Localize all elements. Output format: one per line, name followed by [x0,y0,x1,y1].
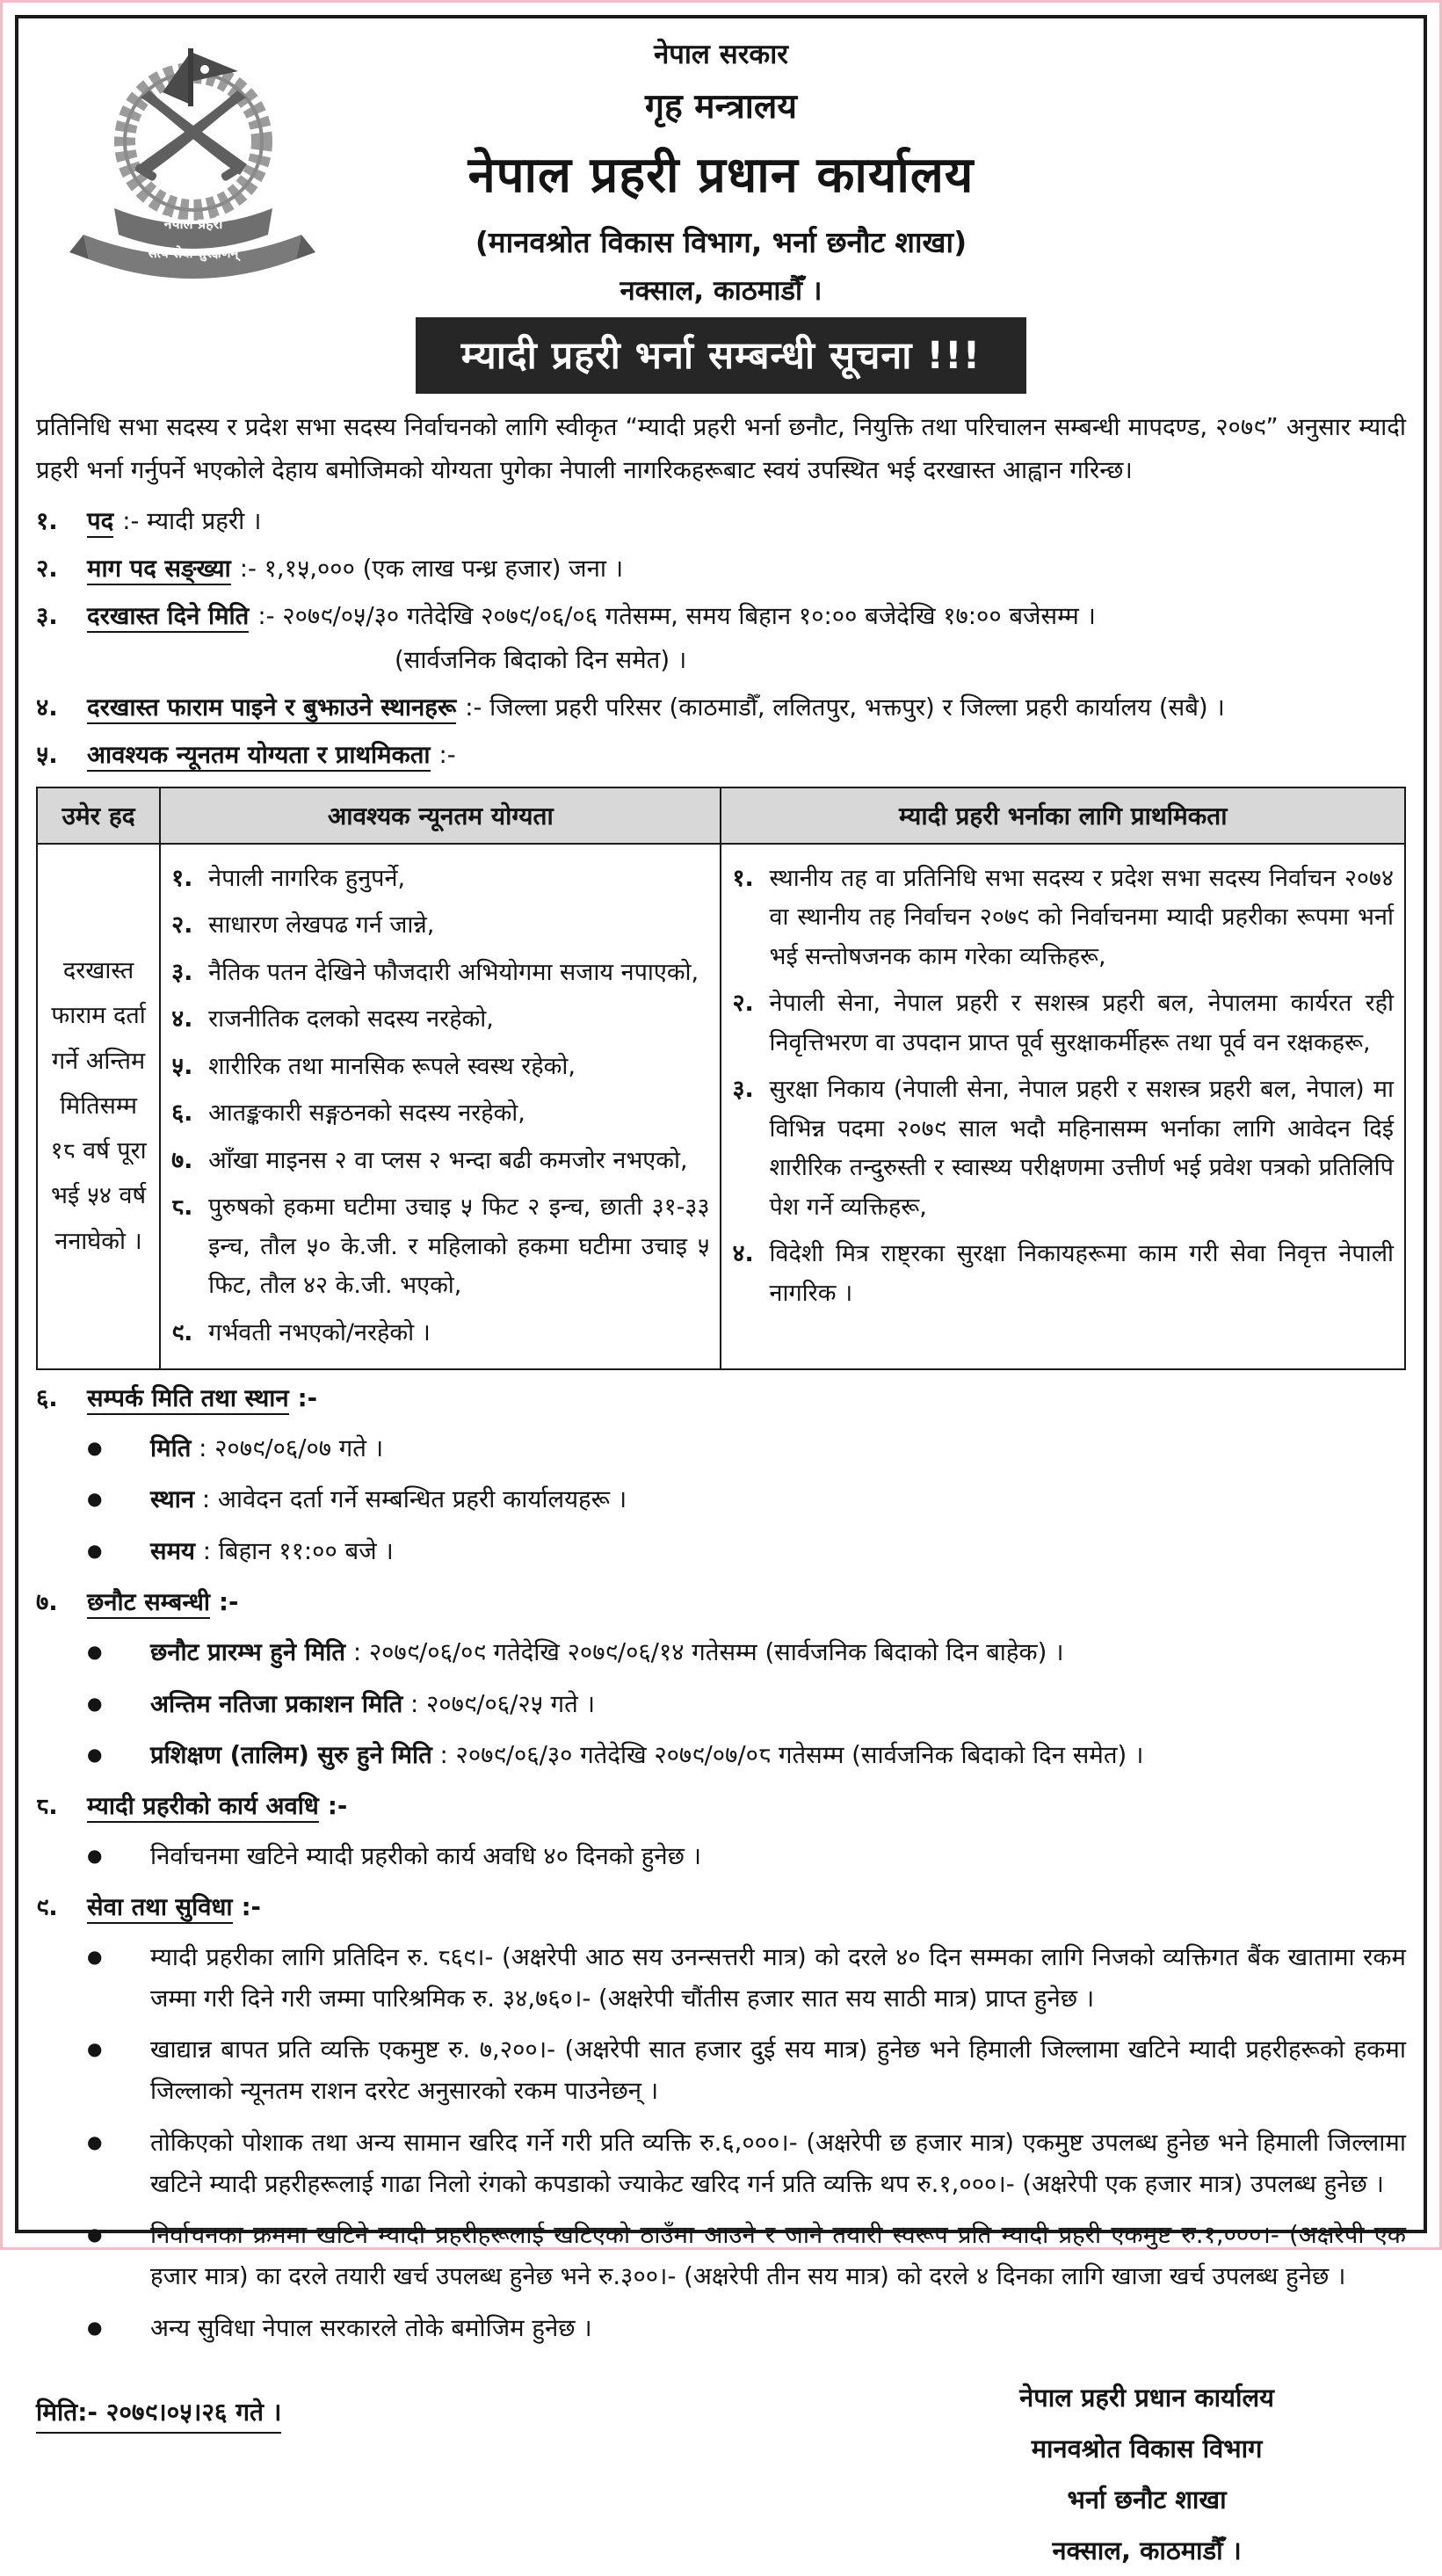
bullet-label: अन्तिम नतिजा प्रकाशन मिति [150,1689,403,1718]
qualification-item [171,1314,709,1353]
qualification-number: ५. [171,1052,193,1080]
qualification-number: २. [171,911,193,940]
qualification-text: पुरुषको हकमा घटीमा उचाइ ५ फिट २ इन्च, छाती ३१-३३ इन्च, तौल ५० के.जी. र महिलाको हकमा घटीमा उचाइ ५ फिट, तौल ४२ के.जी. भएको, [208,1194,710,1300]
priority-item [732,984,1394,1063]
bullet-text: निर्वाचनका क्रममा खटिने म्यादी प्रहरीहरूलाई खटिएको ठाउँमा आउने र जाने तयारी स्वरूप प्रति म्यादी प्रहरी एकमुष्ट रु.१,०००।- (अक्षरेपी एक हजार मात्र) का दरले तयारी खर्च उपलब्ध हुनेछ भने रु.३००।- (अक्षरेपी तीन सय मात्र) को दरले ४ दिनका लागि खाजा खर्च उपलब्ध हुनेछ । [150,2221,1406,2291]
qualification-item [171,860,709,899]
bullet-dot-icon: ● [87,2038,103,2060]
qualification-text: साधारण लेखपढ गर्न जान्ने, [208,911,435,940]
item-text: :- २०७९/०५/३० गतेदेखि २०७९/०६/०६ गतेसम्म, समय बिहान १०:०० बजेदेखि १७:०० बजेसम्म । [257,601,1096,630]
qualification-number: ४. [171,1005,193,1034]
priority-item [732,1070,1394,1227]
section-number: ९. [36,1892,58,1921]
bullet-label: प्रशिक्षण (तालिम) सुरु हुने मिति [150,1741,432,1770]
age-limit-cell: दरखास्त फाराम दर्ता गर्ने अन्तिम मितिसम्म १८ वर्ष पूरा भई ५४ वर्ष ननाघेको । [37,844,160,1369]
bullet-item [87,1531,1406,1572]
bullet-dot-icon: ● [87,1845,103,1867]
bullet-text: : २०७९/०६/०९ गतेदेखि २०७९/०६/१४ गतेसम्म (सार्वजनिक बिदाको दिन बाहेक) । [345,1637,1064,1666]
bullet-dot-icon: ● [87,1945,103,1967]
bullet-dot-icon: ● [87,1744,103,1766]
bullet-item [87,2308,1406,2349]
numbered-item [36,597,1406,679]
bullet-item [87,1836,1406,1877]
bullet-item [87,1684,1406,1725]
logo-ribbon-top-text: नेपाल प्रहरी [163,215,223,232]
signature-line: नेपाल प्रहरी प्रधान कार्यालय [1019,2382,1274,2413]
section-label: सम्पर्क मिति तथा स्थान [87,1384,289,1415]
ministry-name: गृह मन्त्रालय [645,86,797,127]
qualification-text: शारीरिक तथा मानसिक रूपले स्वस्थ रहेको, [208,1052,576,1080]
qualification-text: नैतिक पतन देखिने फौजदारी अभियोगमा सजाय नपाएको, [208,958,699,986]
intro-paragraph: प्रतिनिधि सभा सदस्य र प्रदेश सभा सदस्य निर्वाचनको लागि स्वीकृत “म्यादी प्रहरी भर्ना छनौट, नियुक्ति तथा परिचालन सम्बन्धी मापदण्ड, २०७९” अनुसार म्यादी प्रहरी भर्ना गर्नुपर्ने भएकोले देहाय बमोजिमको योग्यता पुगेका नेपाली नागरिकहरूबाट स्वयं उपस्थित भई दरखास्त आह्वान गरिन्छ। [36,412,1406,484]
priority-number: २. [732,990,754,1018]
qualification-item [171,954,709,993]
table-header-qualification: आवश्यक न्यूनतम योग्यता [160,787,721,844]
bullet-text: : २०७९/०६/३० गतेदेखि २०७९/०७/०८ गतेसम्म (सार्वजनिक बिदाको दिन समेत) । [431,1741,1144,1770]
signature-block [1019,2372,1274,2576]
bullet-item [87,1735,1406,1776]
table-header-priority: म्यादी प्रहरी भर्नाका लागि प्राथमिकता [721,787,1405,844]
section-number: ७. [36,1587,58,1616]
bullet-item [87,1937,1406,2020]
numbered-items [36,502,1406,774]
qualification-text: आँखा माइनस २ वा प्लस २ भन्दा बढी कमजोर नभएको, [208,1146,688,1174]
numbered-item [36,549,1406,588]
bullet-text: खाद्यान्न बापत प्रति व्यक्ति एकमुष्ट रु. ७,२००।- (अक्षरेपी सात हजार दुई सय मात्र) हुनेछ भने हिमाली जिल्लामा खटिने म्यादी प्रहरीहरूको हकमा जिल्लाको न्यूनतम राशन दररेट अनुसारको रकम पाउनेछन् । [150,2035,1406,2106]
numbered-item [36,736,1406,774]
item-label: दरखास्त फाराम पाइने र बुझाउने स्थानहरू [87,693,456,724]
priority-item [732,860,1394,977]
item-text: :- जिल्ला प्रहरी परिसर (काठमाडौँ, ललितपुर, भक्तपुर) र जिल्ला प्रहरी कार्यालय (सबै) । [465,693,1225,722]
bullet-label: मिति [150,1433,192,1462]
qualification-text: आतङ्ककारी सङ्गठनको सदस्य नरहेको, [208,1099,525,1128]
notice-banner-wrap [36,317,1406,394]
office-name: नेपाल प्रहरी प्रधान कार्यालय [467,146,975,204]
bullet-dot-icon: ● [87,2224,103,2246]
qualification-number: ९. [171,1318,193,1346]
priority-text: स्थानीय तह वा प्रतिनिधि सभा सदस्य र प्रदेश सभा सदस्य निर्वाचन २०७४ वा स्थानीय तह निर्वाचन २०७९ को निर्वाचनमा म्यादी प्रहरीका रूपमा भर्ना भई सन्तोषजनक काम गरेका व्यक्तिहरू, [769,864,1394,970]
bullet-item [87,1428,1406,1469]
numbered-item [36,502,1406,541]
bullet-item [87,2029,1406,2112]
item-number: २. [36,554,58,583]
section-6-bullets [87,1428,1406,1572]
bullet-text: तोकिएको पोशाक तथा अन्य सामान खरिद गर्ने गरी प्रति व्यक्ति रु.६,०००।- (अक्षरेपी छ हजार मात्र) एकमुष्ट उपलब्ध हुनेछ भने हिमाली जिल्लामा खटिने म्यादी प्रहरीहरूलाई गाढा निलो रंगको कपडाको ज्याकेट खरिद गर्न प्रति व्यक्ति थप रु.१,०००।- (अक्षरेपी एक हजार मात्र) उपलब्ध हुनेछ । [150,2128,1406,2198]
section-8-bullets [87,1836,1406,1877]
bullet-label: समय [150,1537,195,1566]
item-label: माग पद सङ्ख्या [87,555,231,585]
priority-number: ४. [732,1240,754,1268]
letterhead [36,29,1406,308]
bullet-label: छनौट प्रारम्भ हुने मिति [150,1637,346,1666]
section-7-bullets [87,1632,1406,1776]
bullet-item [87,2122,1406,2205]
qualification-number: ७. [171,1146,193,1174]
qualification-item [171,1142,709,1181]
section-8-heading: ८. म्यादी प्रहरीको कार्य अवधि :- [36,1787,1406,1825]
issue-date: मिति:- २०७९।०५।२६ गते । [36,2395,281,2434]
qualification-text: गर्भवती नभएको/नरहेको । [208,1318,431,1346]
bullet-label: स्थान [150,1485,195,1514]
bullet-text: : २०७९/०६/०७ गते । [191,1433,384,1462]
section-9-heading: ९. सेवा तथा सुविधा :- [36,1888,1406,1927]
item-text: :- १,१५,००० (एक लाख पन्ध्र हजार) जना । [239,554,624,583]
priority-text: सुरक्षा निकाय (नेपाली सेना, नेपाल प्रहरी र सशस्त्र प्रहरी बल, नेपाल) मा विभिन्न पदमा २०७९ साल भदौ महिनासम्म भर्नाका लागि आवेदन दिई शारीरिक तन्दुरुस्ती र स्वास्थ्य परीक्षणमा उत्तीर्ण भई प्रवेश पत्रको प्रतिलिपि पेश गर्ने व्यक्तिहरू, [769,1076,1394,1221]
bullet-text: अन्य सुविधा नेपाल सरकारले तोके बमोजिम हुनेछ । [150,2313,592,2342]
item-number: १. [36,506,58,535]
qualification-number: ३. [171,958,193,986]
priorities-cell [721,844,1405,1369]
footer [36,2372,1406,2576]
bullet-text: : २०७९/०६/२५ गते । [402,1689,595,1718]
qualification-text: नेपाली नागरिक हुनुपर्ने, [208,864,406,892]
section-9-bullets [87,1937,1406,2349]
bullet-item [87,2215,1406,2297]
priority-text: नेपाली सेना, नेपाल प्रहरी र सशस्त्र प्रहरी बल, नेपालमा कार्यरत रही निवृत्तिभरण वा उपदान प्राप्त पूर्व सुरक्षाकर्मीहरू तथा पूर्व वन रक्षकहरू, [769,990,1394,1056]
section-label: म्यादी प्रहरीको कार्य अवधि [87,1792,319,1823]
item-label: दरखास्त दिने मिति [87,602,249,633]
logo-ribbon-bottom-text: सत्य सेवा सुरक्षणम् [148,245,239,261]
qualification-item [171,1048,709,1087]
item-number: ४. [36,693,58,722]
item-label: आवश्यक न्यूनतम योग्यता र प्राथमिकता [87,741,431,772]
item-number: ३. [36,601,58,630]
bullet-item [87,1632,1406,1673]
section-label: सेवा तथा सुविधा [87,1893,233,1924]
document-frame [15,15,1427,2565]
table-header-age: उमेर हद [37,787,160,844]
bullet-text: निर्वाचनमा खटिने म्यादी प्रहरीको कार्य अवधि ४० दिनको हुनेछ । [150,1842,702,1871]
bullet-dot-icon: ● [87,1640,103,1662]
section-label: छनौट सम्बन्धी [87,1588,210,1619]
qualification-text: राजनीतिक दलको सदस्य नरहेको, [208,1005,494,1034]
bullet-text: म्यादी प्रहरीका लागि प्रतिदिन रु. ८६९।- (अक्षरेपी आठ सय उनन्सत्तरी मात्र) को दरले ४० दिन सम्मका लागि निजको व्यक्तिगत बैंक खातामा रकम जम्मा गरी दिने गरी जम्मा पारिश्रमिक रु. ३४,७६०।- (अक्षरेपी चौंतीस हजार सात सय साठी मात्र) प्राप्त हुनेछ । [150,1942,1406,2013]
qualification-item [171,1000,709,1040]
priority-text: विदेशी मित्र राष्ट्रका सुरक्षा निकायहरूमा काम गरी सेवा निवृत्त नेपाली नागरिक । [769,1240,1394,1307]
qualification-number: ६. [171,1099,193,1128]
bullet-item [87,1479,1406,1520]
section-7-heading: ७. छनौट सम्बन्धी :- [36,1583,1406,1622]
qualification-item [171,906,709,946]
item-text: :- म्यादी प्रहरी । [122,506,262,535]
qualification-item [171,1188,709,1306]
item-label: पद [87,507,113,538]
qualification-number: १. [171,864,193,892]
numbered-item [36,688,1406,727]
nepal-police-logo [66,36,312,275]
item-number: ५. [36,740,58,769]
signature-line: मानवश्रोत विकास विभाग [1031,2433,1263,2464]
bullet-dot-icon: ● [87,1436,103,1458]
bullet-dot-icon: ● [87,1692,103,1714]
section-6-heading: ६. सम्पर्क मिति तथा स्थान :- [36,1379,1406,1418]
notice-title: म्यादी प्रहरी भर्ना सम्बन्धी सूचना !!! [416,317,1026,394]
bullet-dot-icon: ● [87,1540,103,1562]
priority-number: ३. [732,1076,754,1104]
bullet-dot-icon: ● [87,2316,103,2338]
priority-item [732,1235,1394,1313]
priority-number: १. [732,864,754,892]
office-address: नक्साल, काठमाडौँ । [620,274,822,307]
section-number: ६. [36,1383,58,1412]
qualification-table [36,787,1406,1370]
bullet-dot-icon: ● [87,1488,103,1510]
item-subtext: (सार्वजनिक बिदाको दिन समेत) । [395,645,687,674]
bullet-dot-icon: ● [87,2130,103,2152]
signature-line: भर्ना छनौट शाखा [1067,2484,1227,2514]
qualifications-cell [160,844,721,1369]
qualification-number: ८. [171,1194,193,1222]
bullet-text: : आवेदन दर्ता गर्ने सम्बन्धित प्रहरी कार्यालयहरू । [194,1485,627,1514]
signature-line: नक्साल, काठमाडौँ । [1052,2535,1242,2565]
bullet-text: : बिहान ११:०० बजे । [195,1537,394,1566]
item-text: :- [438,740,456,769]
section-number: ८. [36,1792,58,1821]
qualification-item [171,1094,709,1134]
government-name: नेपाल सरकार [654,39,788,70]
department-name: (मानवश्रोत विकास विभाग, भर्ना छनौट शाखा) [475,224,967,259]
